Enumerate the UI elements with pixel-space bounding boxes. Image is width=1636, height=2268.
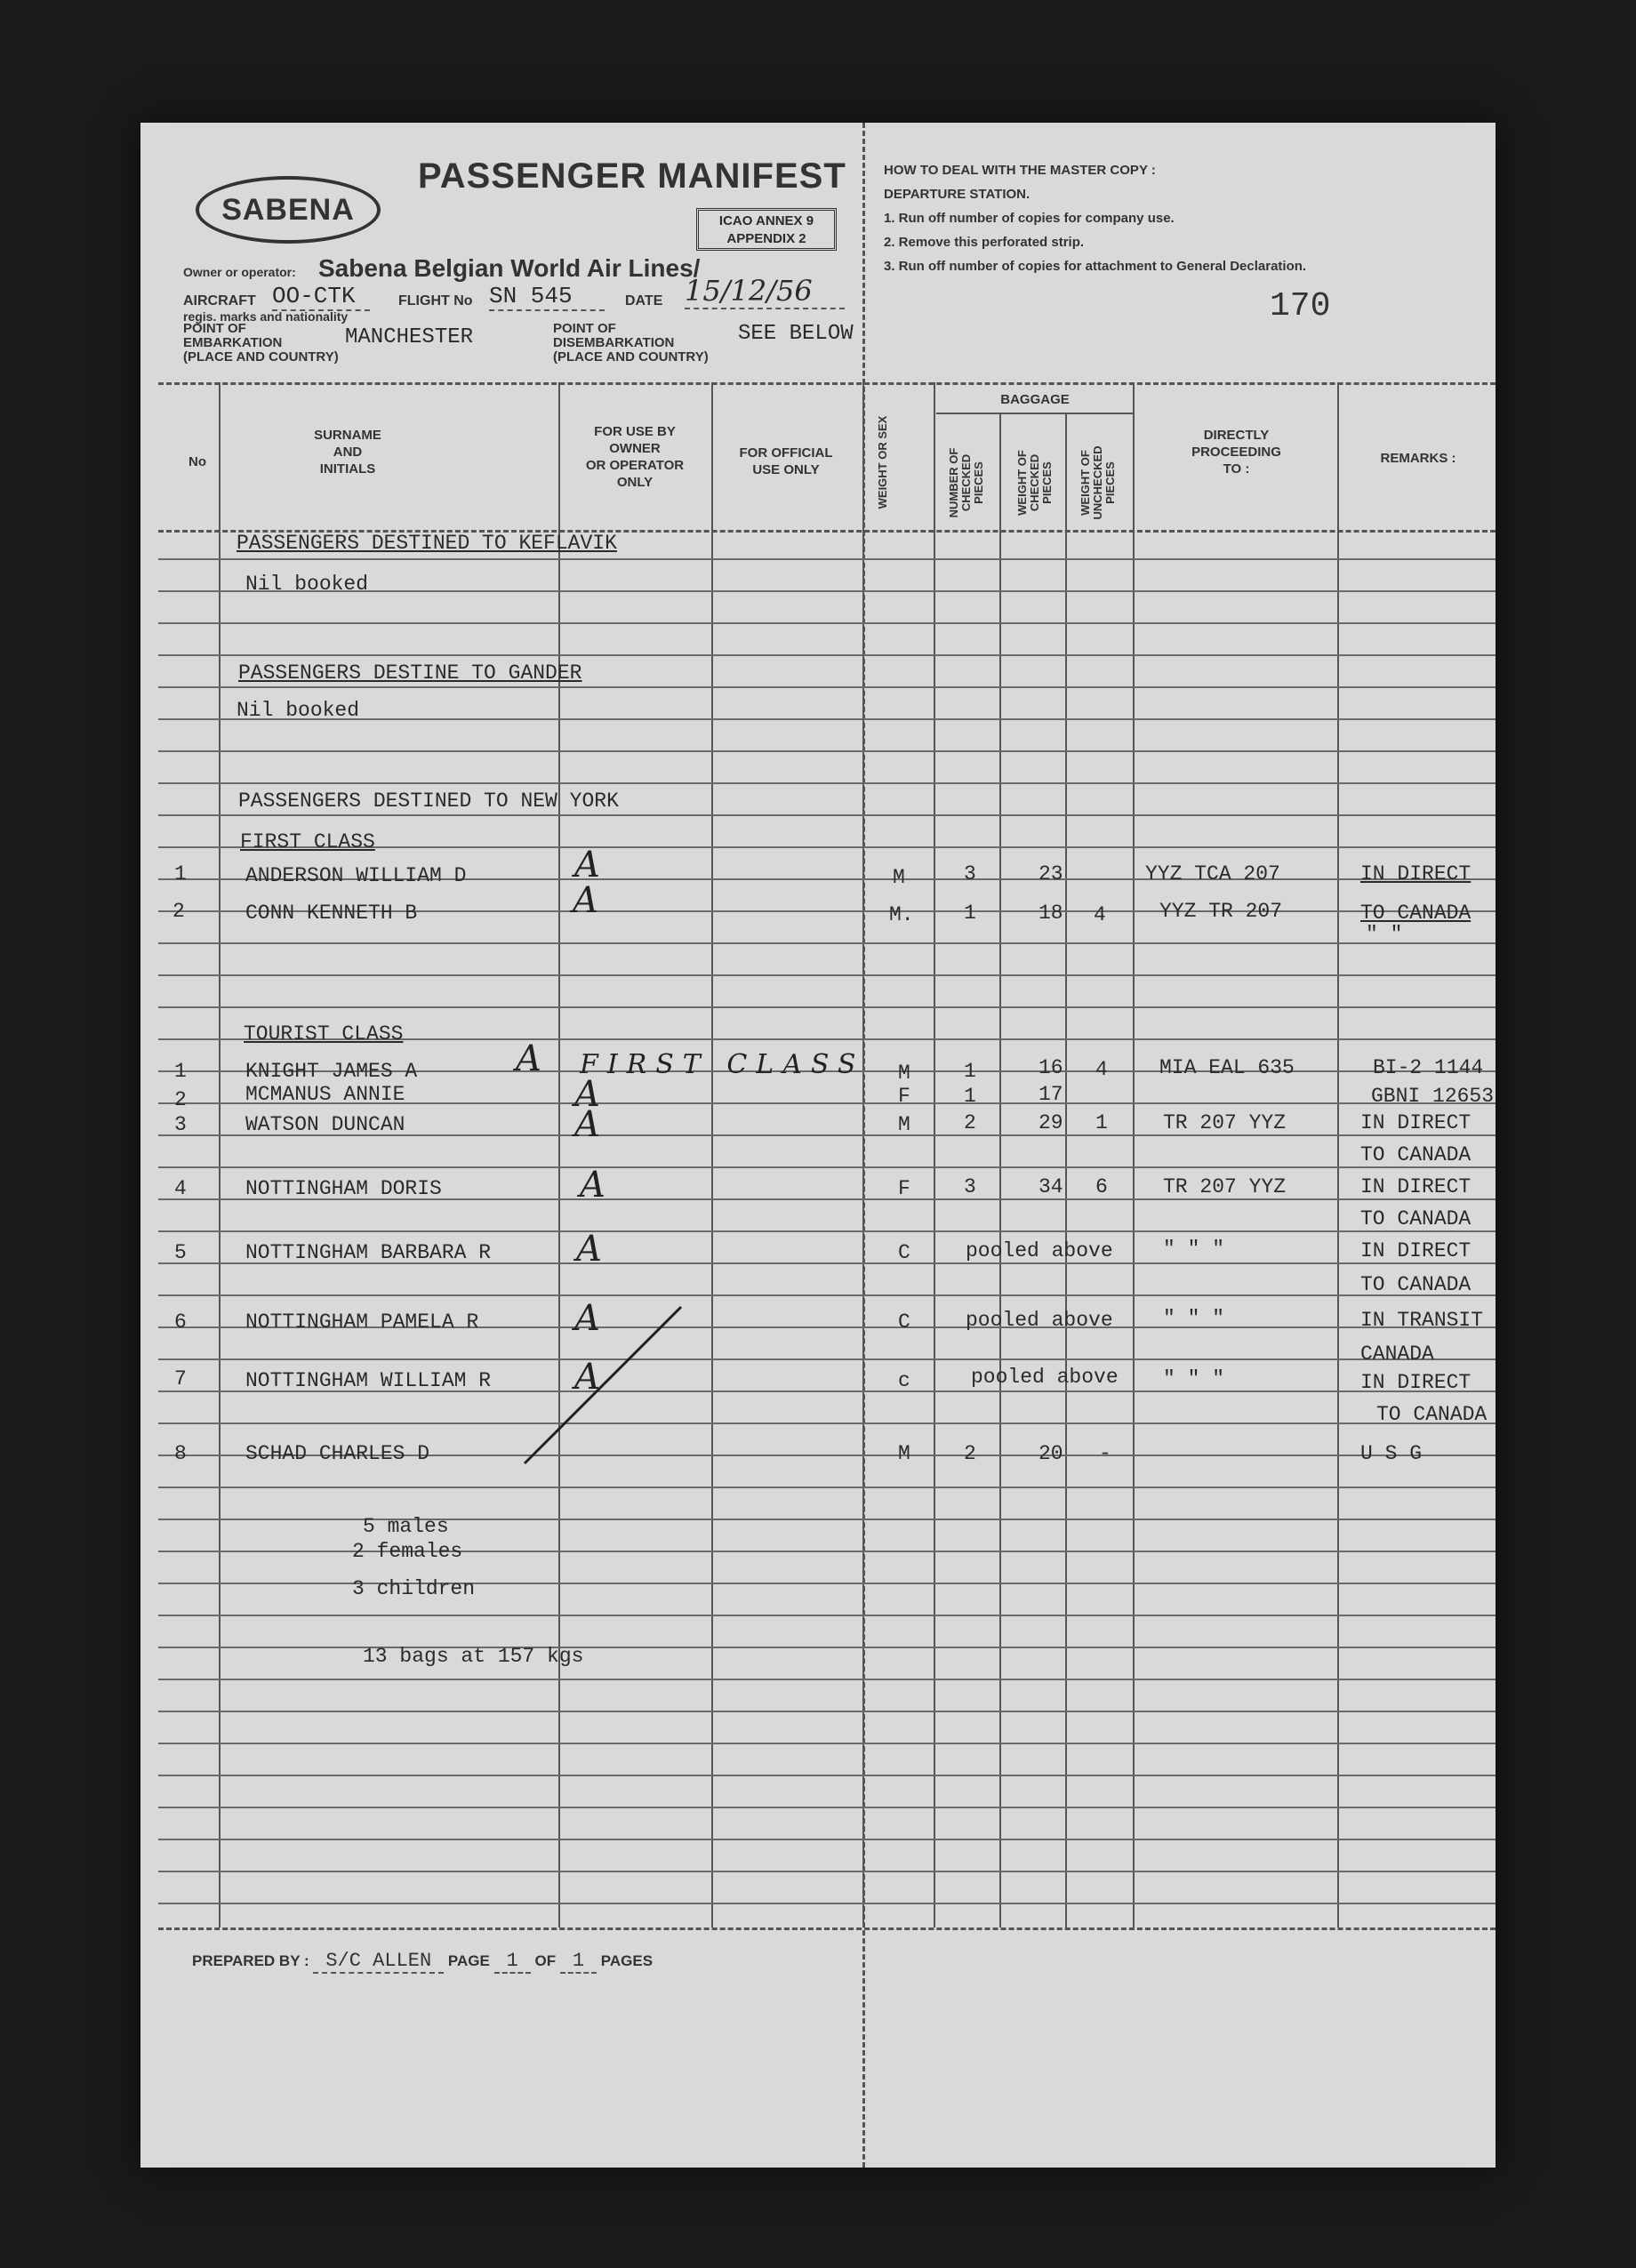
disembark-value: SEE BELOW bbox=[738, 322, 854, 346]
col-surname-header bbox=[219, 427, 477, 477]
row-line bbox=[158, 1423, 1496, 1424]
embark-label-2: EMBARKATION bbox=[183, 335, 283, 350]
instruction-line: DEPARTURE STATION. bbox=[884, 187, 1031, 202]
col-checked-pieces-line: PIECES bbox=[972, 461, 985, 504]
col-owner-line: OWNER bbox=[609, 441, 661, 456]
owner-mark: A bbox=[576, 1229, 602, 1270]
column-line bbox=[1337, 382, 1339, 1927]
column-line bbox=[1065, 413, 1067, 1927]
row-line bbox=[158, 1711, 1496, 1712]
sex: M bbox=[898, 1442, 910, 1465]
instructions bbox=[884, 158, 1306, 278]
row-number: 2 bbox=[172, 900, 185, 923]
row-line bbox=[158, 1294, 1496, 1296]
col-checked-pieces-line: CHECKED bbox=[959, 453, 973, 512]
owner-mark: A bbox=[574, 845, 600, 886]
owner-mark: A bbox=[574, 1298, 600, 1339]
disembark-label-1: POINT OF bbox=[553, 321, 616, 336]
proceeding: " " " bbox=[1163, 1367, 1225, 1390]
icao-line-1: ICAO ANNEX 9 bbox=[718, 213, 814, 228]
sex: M bbox=[898, 1062, 910, 1085]
passenger-name: MCMANUS ANNIE bbox=[245, 1083, 405, 1106]
instruction-line: 1. Run off number of copies for company use. bbox=[884, 211, 1175, 226]
row-line bbox=[158, 750, 1496, 752]
icao-line-2: APPENDIX 2 bbox=[726, 231, 806, 246]
first-class-label: FIRST CLASS bbox=[240, 830, 375, 854]
col-proceeding-line: DIRECTLY bbox=[1203, 428, 1270, 443]
row-line bbox=[158, 782, 1496, 784]
remarks: IN DIRECT bbox=[1360, 862, 1472, 886]
row-line bbox=[158, 1647, 1496, 1648]
page-number: 170 bbox=[1270, 287, 1331, 325]
row-line bbox=[158, 1519, 1496, 1520]
sex: C bbox=[898, 1241, 910, 1264]
aircraft-sub-label: regis. marks and nationality bbox=[183, 309, 349, 324]
sex: c bbox=[898, 1369, 910, 1392]
of-label: OF bbox=[534, 1952, 557, 1969]
col-owner-line: FOR USE BY bbox=[594, 424, 676, 439]
embark-value: MANCHESTER bbox=[345, 325, 474, 349]
remarks: GBNI 12653 bbox=[1371, 1085, 1495, 1108]
col-proceeding-header bbox=[1136, 427, 1336, 477]
row-line bbox=[158, 622, 1496, 624]
checked-weight: 20 bbox=[1039, 1442, 1063, 1465]
unchecked-weight: 1 bbox=[1095, 1111, 1108, 1134]
checked-weight: 16 bbox=[1039, 1056, 1063, 1079]
checked-weight: 17 bbox=[1039, 1083, 1063, 1106]
tourist-class-label: TOURIST CLASS bbox=[244, 1022, 404, 1046]
col-owner-line: OR OPERATOR bbox=[585, 458, 685, 473]
col-checked-weight-line: WEIGHT OF bbox=[1015, 450, 1029, 516]
flight-value: SN 545 bbox=[489, 283, 605, 311]
row-line bbox=[158, 974, 1496, 976]
col-official-line: FOR OFFICIAL bbox=[739, 445, 833, 461]
proceeding: TR 207 YYZ bbox=[1163, 1111, 1287, 1134]
checked-weight: 29 bbox=[1039, 1111, 1063, 1134]
passenger-name: WATSON DUNCAN bbox=[245, 1113, 405, 1136]
embark-label-1: POINT OF bbox=[183, 321, 246, 336]
sex: F bbox=[898, 1177, 910, 1200]
proceeding: TR 207 YYZ bbox=[1163, 1175, 1287, 1198]
col-official-line: USE ONLY bbox=[752, 462, 820, 477]
col-checked-weight-line: CHECKED bbox=[1028, 453, 1041, 512]
page-value: 1 bbox=[494, 1950, 531, 1974]
remarks-continued: TO CANADA bbox=[1376, 1403, 1488, 1426]
aircraft-value: OO-CTK bbox=[272, 283, 370, 311]
sex: F bbox=[898, 1085, 910, 1108]
total-children: 3 children bbox=[352, 1577, 476, 1600]
remarks: TO CANADA bbox=[1360, 902, 1472, 925]
row-number: 2 bbox=[174, 1088, 187, 1111]
passenger-name: SCHAD CHARLES D bbox=[245, 1442, 430, 1465]
ditto-marks: " " bbox=[1366, 923, 1403, 946]
row-line bbox=[158, 1487, 1496, 1488]
of-value: 1 bbox=[560, 1950, 597, 1974]
checked-weight: 18 bbox=[1039, 902, 1063, 925]
col-owner-header bbox=[560, 423, 710, 491]
page-title: PASSENGER MANIFEST bbox=[418, 156, 846, 196]
row-line bbox=[158, 814, 1496, 816]
total-bags: 13 bags at 157 kgs bbox=[363, 1645, 584, 1668]
sex: M bbox=[898, 1113, 910, 1136]
remarks: U S G bbox=[1360, 1442, 1423, 1465]
passenger-name: NOTTINGHAM DORIS bbox=[245, 1177, 442, 1200]
owner-mark: A bbox=[574, 1357, 600, 1398]
sex: M bbox=[893, 866, 905, 889]
row-number: 1 bbox=[174, 862, 187, 886]
passenger-name: ANDERSON WILLIAM D bbox=[245, 864, 467, 887]
row-line bbox=[158, 1615, 1496, 1616]
col-checked-pieces-header bbox=[948, 425, 985, 541]
row-line bbox=[158, 686, 1496, 688]
total-females: 2 females bbox=[352, 1540, 463, 1563]
unchecked-weight: 4 bbox=[1094, 903, 1106, 926]
owner-value: Sabena Belgian World Air Lines/ bbox=[318, 254, 701, 282]
proceeding: YYZ TCA 207 bbox=[1145, 862, 1280, 886]
row-number: 4 bbox=[174, 1177, 187, 1200]
row-line bbox=[158, 942, 1496, 944]
col-baggage-header: BAGGAGE bbox=[1000, 392, 1070, 407]
row-line bbox=[158, 1006, 1496, 1008]
pages-label: PAGES bbox=[600, 1952, 654, 1969]
baggage-divider bbox=[936, 413, 1134, 414]
row-line bbox=[158, 558, 1496, 560]
strike-line bbox=[523, 1305, 683, 1465]
remarks: BI-2 1144 bbox=[1373, 1056, 1484, 1079]
col-proceeding-line: PROCEEDING bbox=[1191, 445, 1281, 460]
col-proceeding-line: TO : bbox=[1223, 461, 1250, 477]
section-gander: PASSENGERS DESTINE TO GANDER bbox=[238, 661, 582, 685]
col-weight-sex-header: WEIGHT OR SEX bbox=[876, 415, 889, 509]
manifest-sheet bbox=[140, 123, 1496, 2168]
checked-pieces: 3 bbox=[964, 1175, 976, 1198]
sex: M. bbox=[889, 903, 914, 926]
remarks: IN DIRECT bbox=[1360, 1111, 1472, 1134]
owner-mark: A bbox=[574, 1074, 600, 1115]
row-number: 5 bbox=[174, 1241, 187, 1264]
unchecked-weight: - bbox=[1099, 1442, 1111, 1465]
owner-mark: A bbox=[516, 1038, 541, 1079]
col-surname-line: AND bbox=[333, 445, 363, 460]
row-line bbox=[158, 1358, 1496, 1360]
owner-note: FIRST CLASS bbox=[580, 1049, 865, 1080]
row-line bbox=[158, 1166, 1496, 1168]
owner-mark: A bbox=[573, 880, 598, 921]
pooled-note: pooled above bbox=[966, 1309, 1113, 1332]
column-line bbox=[219, 382, 221, 1927]
disembark-label-2: DISEMBARKATION bbox=[553, 335, 675, 350]
row-line bbox=[158, 1903, 1496, 1904]
col-checked-weight-header bbox=[1016, 425, 1054, 541]
owner-mark: A bbox=[574, 1104, 600, 1145]
page-label: PAGE bbox=[447, 1952, 490, 1969]
unchecked-weight: 6 bbox=[1095, 1175, 1108, 1198]
sabena-logo: SABENA bbox=[196, 176, 381, 244]
remarks-continued: TO CANADA bbox=[1360, 1273, 1472, 1296]
row-number: 1 bbox=[174, 1060, 187, 1083]
checked-pieces: 1 bbox=[964, 902, 976, 925]
disembark-label bbox=[553, 322, 709, 365]
col-official-header bbox=[711, 445, 861, 478]
flight-label: FLIGHT No bbox=[398, 293, 473, 309]
remarks: IN DIRECT bbox=[1360, 1371, 1472, 1394]
checked-pieces: 1 bbox=[964, 1085, 976, 1108]
proceeding: MIA EAL 635 bbox=[1159, 1056, 1295, 1079]
column-line bbox=[711, 382, 713, 1927]
proceeding: YYZ TR 207 bbox=[1159, 900, 1283, 923]
pooled-note: pooled above bbox=[971, 1366, 1119, 1389]
col-surname-line: INITIALS bbox=[319, 461, 376, 477]
icao-box bbox=[696, 208, 837, 251]
column-line bbox=[862, 382, 864, 1927]
section-keflavik: PASSENGERS DESTINED TO KEFLAVIK bbox=[237, 532, 617, 555]
col-no-header: No bbox=[188, 454, 206, 469]
row-line bbox=[158, 1679, 1496, 1680]
date-label: DATE bbox=[625, 293, 663, 309]
total-males: 5 males bbox=[363, 1515, 449, 1538]
gander-nil: Nil booked bbox=[237, 699, 360, 722]
owner-label: Owner or operator: bbox=[183, 265, 296, 279]
checked-pieces: 2 bbox=[964, 1111, 976, 1134]
remarks: IN TRANSIT bbox=[1360, 1309, 1484, 1332]
row-line bbox=[158, 1743, 1496, 1744]
checked-pieces: 1 bbox=[964, 1060, 976, 1083]
col-unchecked-weight-line: WEIGHT OF bbox=[1079, 450, 1092, 516]
passenger-name: NOTTINGHAM PAMELA R bbox=[245, 1310, 479, 1334]
proceeding: " " " bbox=[1163, 1307, 1225, 1330]
instruction-line: 2. Remove this perforated strip. bbox=[884, 235, 1085, 250]
row-line bbox=[158, 1230, 1496, 1232]
aircraft-label: AIRCRAFT bbox=[183, 293, 256, 309]
checked-weight: 34 bbox=[1039, 1175, 1063, 1198]
footer bbox=[192, 1950, 653, 1972]
col-checked-pieces-line: NUMBER OF bbox=[947, 447, 960, 518]
col-unchecked-weight-line: PIECES bbox=[1103, 461, 1117, 504]
row-line bbox=[158, 1807, 1496, 1808]
instruction-line: HOW TO DEAL WITH THE MASTER COPY : bbox=[884, 163, 1156, 178]
footer-top-border bbox=[158, 1927, 1496, 1930]
unchecked-weight: 4 bbox=[1095, 1058, 1108, 1081]
col-remarks-header: REMARKS : bbox=[1380, 451, 1456, 466]
row-number: 6 bbox=[174, 1310, 187, 1334]
prepared-value: S/C ALLEN bbox=[313, 1950, 444, 1974]
row-number: 7 bbox=[174, 1367, 187, 1390]
col-unchecked-weight-line: UNCHECKED bbox=[1091, 445, 1104, 520]
section-newyork: PASSENGERS DESTINED TO NEW YORK bbox=[238, 789, 619, 813]
col-checked-weight-line: PIECES bbox=[1040, 461, 1054, 504]
owner-mark: A bbox=[580, 1165, 605, 1206]
column-line bbox=[1133, 382, 1135, 1927]
embark-label bbox=[183, 322, 339, 365]
col-owner-line: ONLY bbox=[616, 475, 654, 490]
column-line bbox=[558, 382, 560, 1927]
pooled-note: pooled above bbox=[966, 1239, 1113, 1262]
remarks: IN DIRECT bbox=[1360, 1239, 1472, 1262]
checked-weight: 23 bbox=[1039, 862, 1063, 886]
remarks-continued: CANADA bbox=[1360, 1342, 1434, 1366]
row-line bbox=[158, 654, 1496, 656]
proceeding: " " " bbox=[1163, 1238, 1225, 1261]
checked-pieces: 3 bbox=[964, 862, 976, 886]
prepared-label: PREPARED BY : bbox=[192, 1952, 309, 1969]
date-value: 15/12/56 bbox=[685, 274, 845, 309]
keflavik-nil: Nil booked bbox=[245, 573, 369, 596]
row-line bbox=[158, 1871, 1496, 1872]
column-line bbox=[999, 413, 1001, 1927]
row-number: 3 bbox=[174, 1113, 187, 1136]
column-line bbox=[934, 382, 935, 1927]
row-line bbox=[158, 1839, 1496, 1840]
embark-label-3: (PLACE AND COUNTRY) bbox=[183, 349, 339, 365]
remarks-continued: TO CANADA bbox=[1360, 1207, 1472, 1230]
col-unchecked-weight-header bbox=[1079, 425, 1117, 541]
passenger-name: NOTTINGHAM BARBARA R bbox=[245, 1241, 492, 1264]
instruction-line: 3. Run off number of copies for attachment to General Declaration. bbox=[884, 259, 1307, 274]
table-top-border bbox=[158, 382, 1496, 385]
remarks-continued: TO CANADA bbox=[1360, 1143, 1472, 1166]
row-line bbox=[158, 1775, 1496, 1776]
row-number: 8 bbox=[174, 1442, 187, 1465]
col-surname-line: SURNAME bbox=[314, 428, 381, 443]
passenger-name: NOTTINGHAM WILLIAM R bbox=[245, 1369, 492, 1392]
passenger-name: CONN KENNETH B bbox=[245, 902, 418, 925]
remarks: IN DIRECT bbox=[1360, 1175, 1472, 1198]
disembark-label-3: (PLACE AND COUNTRY) bbox=[553, 349, 709, 365]
sex: C bbox=[898, 1310, 910, 1334]
passenger-name: KNIGHT JAMES A bbox=[245, 1060, 418, 1083]
checked-pieces: 2 bbox=[964, 1442, 976, 1465]
